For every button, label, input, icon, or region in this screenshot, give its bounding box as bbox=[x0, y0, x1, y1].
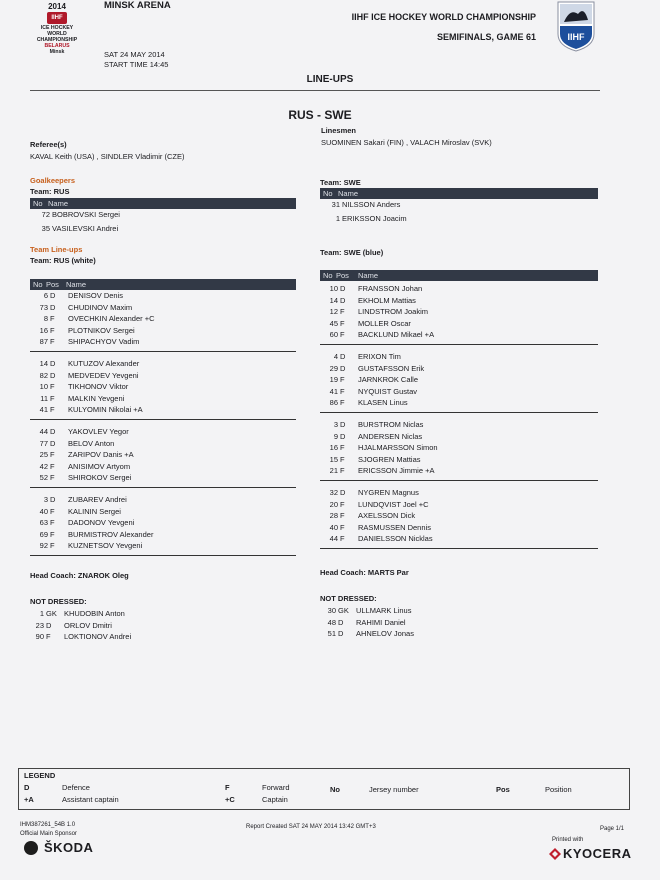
sponsor-label: Official Main Sponsor bbox=[20, 831, 77, 837]
player-name: BURMISTROV Alexander bbox=[68, 529, 154, 539]
start-time: START TIME 14:45 bbox=[104, 60, 169, 69]
player-name: SHIROKOV Sergei bbox=[68, 473, 132, 483]
position: F bbox=[50, 461, 55, 471]
jersey-number: 29 bbox=[329, 363, 338, 373]
position: F bbox=[340, 307, 345, 317]
page-number: Page 1/1 bbox=[600, 826, 625, 832]
printer-name: KYOCERA bbox=[563, 846, 632, 861]
position: F bbox=[340, 398, 345, 408]
player-name: GUSTAFSSON Erik bbox=[358, 363, 425, 373]
position: F bbox=[50, 337, 55, 347]
jersey-number: 86 bbox=[329, 398, 338, 408]
position: F bbox=[340, 375, 345, 385]
kyocera-logo-icon bbox=[549, 848, 561, 860]
player-name: TIKHONOV Viktor bbox=[68, 382, 129, 392]
player-name: BURSTROM Niclas bbox=[358, 420, 424, 429]
position: D bbox=[338, 629, 344, 638]
position: F bbox=[340, 443, 345, 453]
player-name: EKHOLM Mattias bbox=[358, 295, 416, 305]
event-badge: IIHF bbox=[47, 12, 67, 24]
col-no: No bbox=[33, 280, 43, 289]
jersey-number: 11 bbox=[40, 393, 48, 403]
player-name: ERIXON Tim bbox=[358, 352, 401, 361]
legend-label-c: Captain bbox=[262, 795, 288, 804]
col-pos: Pos bbox=[46, 280, 59, 289]
player-name: KALININ Sergei bbox=[68, 506, 121, 516]
player-name: KLASEN Linus bbox=[358, 398, 408, 408]
player-name: BACKLUND Mikael +A bbox=[358, 330, 435, 340]
iihf-logo-text: IIHF bbox=[567, 32, 585, 42]
position: D bbox=[338, 617, 344, 627]
swe-team-gk: Team: SWE bbox=[320, 178, 361, 187]
position: GK bbox=[46, 609, 57, 618]
jersey-number: 60 bbox=[329, 330, 338, 340]
player-name: BOBROVSKI Sergei bbox=[52, 210, 120, 219]
jersey-number: 16 bbox=[39, 325, 48, 335]
player-name: ERIKSSON Joacim bbox=[342, 214, 407, 223]
jersey-number: 45 bbox=[329, 318, 338, 328]
sponsor-name: ŠKODA bbox=[44, 840, 94, 855]
line-separator bbox=[320, 412, 598, 413]
jersey-number: 21 bbox=[329, 466, 338, 476]
jersey-number: 42 bbox=[39, 461, 48, 471]
legend bbox=[18, 768, 630, 810]
position: D bbox=[340, 488, 346, 497]
jersey-number: 40 bbox=[39, 506, 48, 516]
title-rule bbox=[30, 90, 600, 91]
jersey-number: 3 bbox=[43, 495, 48, 504]
player-name: HJALMARSSON Simon bbox=[358, 443, 438, 453]
position: D bbox=[50, 359, 56, 368]
position: F bbox=[50, 382, 55, 392]
jersey-number: 28 bbox=[329, 511, 338, 521]
position: GK bbox=[338, 606, 349, 615]
position: F bbox=[340, 499, 345, 509]
player-name: AXELSSON Dick bbox=[358, 511, 416, 521]
player-name: ERICSSON Jimmie +A bbox=[358, 466, 435, 476]
jersey-number: 51 bbox=[327, 629, 336, 638]
position: F bbox=[50, 541, 55, 551]
player-name: FRANSSON Johan bbox=[358, 284, 423, 293]
jersey-number: 3 bbox=[333, 420, 338, 429]
player-name: DENISOV Denis bbox=[68, 291, 124, 300]
legend-code-a: +A bbox=[24, 795, 34, 804]
championship-title: IIHF ICE HOCKEY WORLD CHAMPIONSHIP bbox=[351, 12, 536, 22]
player-name: OVECHKIN Alexander +C bbox=[68, 314, 155, 324]
jersey-number: 52 bbox=[39, 473, 48, 483]
position: F bbox=[50, 450, 55, 460]
jersey-number: 1 bbox=[39, 609, 44, 618]
venue: MINSK ARENA bbox=[104, 0, 171, 11]
jersey-number: 35 bbox=[41, 224, 50, 233]
col-name: Name bbox=[66, 280, 87, 289]
swe-head-coach: Head Coach: MARTS Par bbox=[320, 568, 409, 577]
rus-gk-header bbox=[30, 198, 296, 209]
jersey-number: 10 bbox=[39, 382, 48, 392]
player-name: NYQUIST Gustav bbox=[358, 386, 418, 396]
jersey-number: 9 bbox=[333, 431, 338, 441]
position: F bbox=[50, 325, 55, 335]
player-name: ORLOV Dmitri bbox=[64, 620, 112, 630]
swe-team-lineup: Team: SWE (blue) bbox=[320, 248, 384, 257]
legend-code-no: No bbox=[330, 785, 340, 794]
printed-with: Printed with bbox=[552, 837, 584, 843]
line-separator bbox=[320, 548, 598, 549]
rus-lineup-header bbox=[30, 279, 296, 290]
player-name: MOLLER Oscar bbox=[358, 318, 411, 328]
position: D bbox=[340, 284, 346, 293]
event-line-2: WORLD bbox=[47, 31, 67, 37]
col-no: No bbox=[323, 271, 333, 280]
jersey-number: 31 bbox=[331, 200, 340, 209]
position: F bbox=[50, 393, 55, 403]
position: D bbox=[340, 420, 346, 429]
player-name: LOKTIONOV Andrei bbox=[64, 632, 132, 641]
position: F bbox=[50, 314, 55, 324]
jersey-number: 4 bbox=[333, 352, 338, 361]
event-country: BELARUS bbox=[44, 43, 70, 49]
col-no: No bbox=[323, 189, 333, 198]
line-separator bbox=[320, 480, 598, 481]
player-name: ULLMARK Linus bbox=[356, 606, 412, 615]
player-name: SHIPACHYOV Vadim bbox=[68, 337, 140, 347]
jersey-number: 69 bbox=[39, 529, 48, 539]
jersey-number: 92 bbox=[39, 541, 48, 551]
jersey-number: 82 bbox=[39, 370, 48, 380]
line-separator bbox=[30, 419, 296, 420]
col-name: Name bbox=[48, 199, 69, 208]
player-name: SJOGREN Mattias bbox=[358, 454, 421, 464]
legend-label-f: Forward bbox=[262, 783, 290, 792]
referees: KAVAL Keith (USA) , SINDLER Vladimir (CZE) bbox=[30, 152, 185, 161]
player-name: KUTUZOV Alexander bbox=[68, 359, 140, 368]
legend-label-no: Jersey number bbox=[369, 785, 419, 794]
player-name: DADONOV Yevgeni bbox=[68, 518, 135, 528]
position: D bbox=[50, 291, 56, 300]
jersey-number: 77 bbox=[39, 438, 48, 448]
jersey-number: 48 bbox=[327, 617, 336, 627]
page-title: LINE-UPS bbox=[306, 74, 354, 85]
legend-label-d: Defence bbox=[62, 783, 90, 792]
jersey-number: 30 bbox=[327, 606, 336, 615]
player-name: LUNDQVIST Joel +C bbox=[358, 499, 429, 509]
player-name: JARNKROK Calle bbox=[358, 375, 419, 385]
legend-code-d: D bbox=[24, 783, 30, 792]
position: F bbox=[50, 473, 55, 483]
jersey-number: 44 bbox=[329, 534, 338, 544]
rus-not-dressed-label: NOT DRESSED: bbox=[30, 597, 87, 606]
jersey-number: 40 bbox=[329, 522, 338, 532]
line-separator bbox=[30, 487, 296, 488]
legend-title: LEGEND bbox=[24, 771, 56, 780]
position: D bbox=[46, 620, 52, 630]
event-city: Minsk bbox=[49, 49, 65, 55]
jersey-number: 63 bbox=[39, 518, 48, 528]
player-name: RASMUSSEN Dennis bbox=[358, 522, 431, 532]
position: D bbox=[50, 427, 56, 436]
jersey-number: 16 bbox=[329, 443, 338, 453]
swe-gk-header bbox=[320, 188, 598, 199]
player-name: ANDERSEN Niclas bbox=[358, 431, 423, 441]
position: F bbox=[340, 511, 345, 521]
iihf-logo bbox=[556, 0, 596, 52]
line-separator bbox=[30, 555, 296, 556]
rus-team-gk: Team: RUS bbox=[30, 187, 70, 196]
rus-head-coach: Head Coach: ZNAROK Oleg bbox=[30, 571, 129, 580]
goalkeepers-label: Goalkeepers bbox=[30, 176, 76, 185]
position: F bbox=[46, 632, 51, 641]
player-name: MALKIN Yevgeni bbox=[68, 393, 125, 403]
position: F bbox=[50, 518, 55, 528]
position: F bbox=[50, 506, 55, 516]
player-name: NILSSON Anders bbox=[342, 200, 401, 209]
jersey-number: 12 bbox=[329, 307, 338, 317]
jersey-number: 72 bbox=[41, 210, 50, 219]
rus-team-lineup: Team: RUS (white) bbox=[30, 256, 96, 265]
player-name: YAKOVLEV Yegor bbox=[68, 427, 129, 436]
event-logo bbox=[28, 2, 86, 55]
line-separator bbox=[320, 344, 598, 345]
position: F bbox=[340, 522, 345, 532]
jersey-number: 1 bbox=[335, 214, 340, 223]
legend-label-a: Assistant captain bbox=[62, 795, 119, 804]
date-text: SAT 24 MAY 2014 bbox=[104, 50, 165, 59]
line-separator bbox=[30, 351, 296, 352]
legend-code-c: +C bbox=[225, 795, 235, 804]
player-name: ZARIPOV Danis +A bbox=[68, 450, 134, 460]
skoda-logo-icon bbox=[24, 841, 38, 855]
match-title: RUS - SWE bbox=[288, 108, 352, 122]
position: D bbox=[340, 295, 346, 305]
position: F bbox=[340, 386, 345, 396]
player-name: LINDSTROM Joakim bbox=[358, 307, 429, 317]
referees-label: Referee(s) bbox=[30, 140, 67, 149]
event-line-3: CHAMPIONSHIP bbox=[36, 37, 78, 43]
position: D bbox=[50, 438, 56, 448]
jersey-number: 90 bbox=[35, 632, 44, 641]
linesmen-label: Linesmen bbox=[321, 126, 357, 135]
player-name: CHUDINOV Maxim bbox=[68, 302, 133, 312]
col-pos: Pos bbox=[336, 271, 349, 280]
jersey-number: 87 bbox=[39, 337, 48, 347]
col-no: No bbox=[33, 199, 43, 208]
position: D bbox=[340, 352, 346, 361]
jersey-number: 41 bbox=[39, 405, 48, 415]
jersey-number: 10 bbox=[329, 284, 338, 293]
swe-not-dressed-label: NOT DRESSED: bbox=[320, 594, 377, 603]
position: F bbox=[340, 466, 345, 476]
event-year: 2014 bbox=[48, 2, 66, 11]
player-name: VASILEVSKI Andrei bbox=[52, 224, 119, 233]
jersey-number: 20 bbox=[329, 499, 338, 509]
player-name: DANIELSSON Nicklas bbox=[358, 534, 433, 544]
jersey-number: 44 bbox=[39, 427, 48, 436]
legend-label-pos: Position bbox=[545, 785, 572, 794]
player-name: KULYOMIN Nikolai +A bbox=[68, 405, 143, 415]
player-name: MEDVEDEV Yevgeni bbox=[68, 370, 139, 380]
position: F bbox=[50, 405, 55, 415]
jersey-number: 41 bbox=[329, 386, 338, 396]
player-name: KUZNETSOV Yevgeni bbox=[68, 541, 143, 551]
col-name: Name bbox=[338, 189, 359, 198]
position: D bbox=[340, 431, 346, 441]
jersey-number: 73 bbox=[39, 302, 48, 312]
game-date bbox=[104, 50, 168, 70]
jersey-number: 14 bbox=[329, 295, 338, 305]
position: F bbox=[340, 330, 345, 340]
player-name: ZUBAREV Andrei bbox=[68, 495, 127, 504]
position: D bbox=[50, 370, 56, 380]
position: D bbox=[50, 495, 56, 504]
player-name: KHUDOBIN Anton bbox=[64, 609, 125, 618]
swe-lineup-header bbox=[320, 270, 598, 281]
jersey-number: 6 bbox=[43, 291, 48, 300]
game-title: SEMIFINALS, GAME 61 bbox=[436, 32, 536, 42]
position: D bbox=[50, 302, 56, 312]
player-name: PLOTNIKOV Sergei bbox=[68, 325, 135, 335]
jersey-number: 32 bbox=[329, 488, 338, 497]
position: D bbox=[340, 363, 346, 373]
jersey-number: 19 bbox=[329, 375, 338, 385]
col-name: Name bbox=[358, 271, 379, 280]
player-name: BELOV Anton bbox=[68, 438, 115, 448]
doc-id: IHM387261_54B 1.0 bbox=[20, 822, 76, 828]
player-name: NYGREN Magnus bbox=[358, 488, 419, 497]
report-created: Report Created SAT 24 MAY 2014 13:42 GMT+3 bbox=[246, 824, 376, 830]
event-line-1: ICE HOCKEY bbox=[40, 25, 74, 31]
linesmen: SUOMINEN Sakari (FIN) , VALACH Miroslav (SVK) bbox=[321, 138, 492, 147]
jersey-number: 14 bbox=[39, 359, 48, 368]
jersey-number: 23 bbox=[35, 620, 44, 630]
jersey-number: 15 bbox=[329, 454, 338, 464]
jersey-number: 25 bbox=[39, 450, 48, 460]
jersey-number: 8 bbox=[43, 314, 48, 324]
position: F bbox=[340, 534, 345, 544]
player-name: ANISIMOV Artyom bbox=[68, 461, 131, 471]
player-name: AHNELOV Jonas bbox=[356, 629, 414, 638]
position: F bbox=[50, 529, 55, 539]
team-lineups-label: Team Line-ups bbox=[30, 245, 83, 254]
legend-code-pos: Pos bbox=[496, 785, 510, 794]
position: F bbox=[340, 454, 345, 464]
legend-code-f: F bbox=[225, 783, 230, 792]
player-name: RAHIMI Daniel bbox=[356, 617, 406, 627]
position: F bbox=[340, 318, 345, 328]
